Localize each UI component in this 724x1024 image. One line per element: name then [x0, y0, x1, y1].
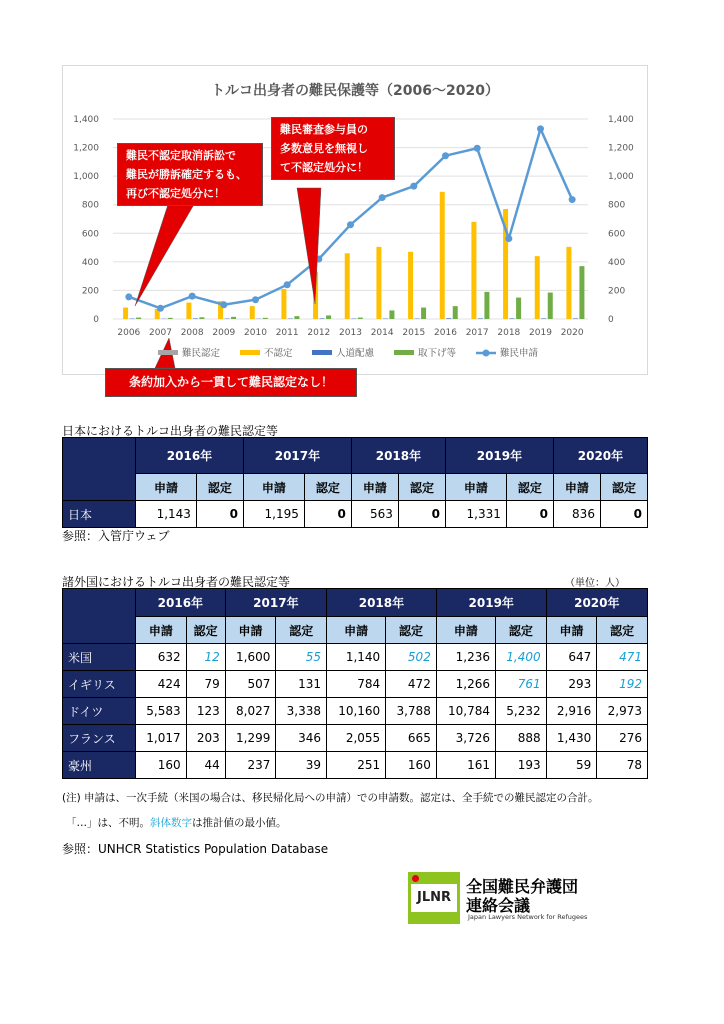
- table-cell: 8,027: [225, 698, 276, 725]
- unit-label: （単位：人）: [565, 578, 625, 589]
- y-tick-label-left: 600: [81, 229, 99, 240]
- note-estimate-text: は推計値の最小値。: [192, 817, 287, 829]
- bar-人道配慮: [446, 318, 451, 319]
- table-row: [63, 671, 648, 698]
- point-難民申請: [505, 235, 512, 242]
- point-難民申請: [474, 145, 481, 152]
- legend-swatch-難民認定: [158, 350, 178, 355]
- table-cell: 123: [186, 698, 225, 725]
- bar-不認定: [345, 253, 350, 319]
- table-corner: [63, 438, 136, 501]
- table-cell: 502: [386, 644, 437, 671]
- point-難民申請: [220, 301, 227, 308]
- bar-不認定: [535, 256, 540, 319]
- sub-header: 申請: [553, 474, 600, 501]
- bar-取下げ等: [579, 266, 584, 319]
- table-cell: 59: [546, 752, 597, 779]
- table-row: [63, 698, 648, 725]
- bar-取下げ等: [453, 306, 458, 319]
- sub-header: 認定: [386, 617, 437, 644]
- sub-header: 申請: [136, 474, 197, 501]
- point-難民申請: [442, 152, 449, 159]
- note-definitions: (注) 申請は、一次手続（米国の場合は、移民帰化局への申請）での申請数。認定は、全手続での難民認定の合計。: [62, 792, 599, 804]
- table-row: [63, 725, 648, 752]
- x-tick-label: 2014: [370, 328, 394, 338]
- point-難民申請: [157, 305, 164, 312]
- bar-取下げ等: [358, 318, 363, 319]
- y-tick-label-right: 400: [608, 257, 626, 268]
- table-cell: 5,232: [496, 698, 547, 725]
- jlnr-logo: [408, 872, 630, 924]
- table-row: [63, 752, 648, 779]
- legend-swatch-人道配慮: [312, 350, 332, 355]
- x-tick-label: 2013: [339, 328, 362, 338]
- callout-no-recognition: 条約加入から一貫して難民認定なし！: [105, 368, 357, 397]
- sub-header: 申請: [546, 617, 597, 644]
- callout-litigation: 難民不認定取消訴訟で 難民が勝訴確定するも、 再び不認定処分に！: [117, 143, 263, 206]
- legend-label-人道配慮: 人道配慮: [336, 348, 375, 359]
- bar-人道配慮: [320, 318, 325, 319]
- bar-取下げ等: [136, 318, 141, 319]
- bar-人道配慮: [510, 318, 515, 319]
- sub-header: 申請: [136, 617, 187, 644]
- table-cell: 5,583: [136, 698, 187, 725]
- year-header: 2018年: [327, 589, 437, 617]
- table-cell: 471: [597, 644, 648, 671]
- table-cell: 1,140: [327, 644, 386, 671]
- y-tick-label-right: 1,000: [608, 172, 634, 183]
- row-header: フランス: [63, 725, 136, 752]
- table-cell: 12: [186, 644, 225, 671]
- x-tick-label: 2020: [560, 328, 584, 338]
- japan-source: 参照：入管庁ウェブ: [62, 529, 170, 543]
- sub-header: 認定: [398, 474, 445, 501]
- x-tick-label: 2017: [465, 328, 489, 338]
- bar-取下げ等: [231, 317, 236, 319]
- sub-header: 申請: [243, 474, 304, 501]
- table-cell: 78: [597, 752, 648, 779]
- row-header: イギリス: [63, 671, 136, 698]
- logo-mark: [408, 872, 460, 924]
- sub-header: 認定: [186, 617, 225, 644]
- x-tick-label: 2015: [402, 328, 426, 338]
- sub-header: 認定: [276, 617, 327, 644]
- japan-table: [62, 437, 648, 528]
- sub-header: 申請: [225, 617, 276, 644]
- table-cell: 55: [276, 644, 327, 671]
- table-cell: 161: [436, 752, 495, 779]
- sub-header: 申請: [351, 474, 398, 501]
- bar-不認定: [408, 252, 413, 319]
- year-header: 2016年: [136, 589, 226, 617]
- x-tick-label: 2007: [149, 328, 172, 338]
- table-cell: 647: [546, 644, 597, 671]
- sub-header: 認定: [600, 474, 647, 501]
- table-cell: 44: [186, 752, 225, 779]
- table-cell: 1,400: [496, 644, 547, 671]
- bar-不認定: [250, 306, 255, 319]
- table-cell: 665: [386, 725, 437, 752]
- table-cell: 192: [597, 671, 648, 698]
- logo-abbr: JLNR: [411, 884, 457, 912]
- year-header: 2019年: [436, 589, 546, 617]
- table-cell: 1,600: [225, 644, 276, 671]
- logo-name-line1: 全国難民弁護団: [466, 877, 579, 896]
- x-tick-label: 2008: [180, 328, 204, 338]
- table-cell: 784: [327, 671, 386, 698]
- table-cell: 2,973: [597, 698, 648, 725]
- sub-header: 申請: [327, 617, 386, 644]
- note-italic-word: 斜体数字: [150, 817, 192, 829]
- year-header: 2020年: [546, 589, 647, 617]
- table-cell: 1,195: [243, 501, 304, 528]
- point-難民申請: [379, 194, 386, 201]
- table-cell: 0: [196, 501, 243, 528]
- row-header: 豪州: [63, 752, 136, 779]
- callout-litigation-pointer: [135, 189, 203, 306]
- bar-取下げ等: [548, 293, 553, 319]
- y-tick-label-right: 600: [608, 229, 626, 240]
- table-cell: 1,236: [436, 644, 495, 671]
- y-tick-label-left: 1,400: [73, 115, 99, 125]
- legend-label-取下げ等: 取下げ等: [418, 348, 457, 359]
- y-tick-label-left: 400: [81, 257, 99, 268]
- table-cell: 3,726: [436, 725, 495, 752]
- point-難民申請: [569, 196, 576, 203]
- bar-取下げ等: [421, 308, 426, 319]
- y-tick-label-left: 1,000: [73, 172, 99, 183]
- year-header: 2017年: [225, 589, 326, 617]
- bar-不認定: [186, 303, 191, 319]
- table-cell: 1,143: [136, 501, 197, 528]
- table-cell: 160: [386, 752, 437, 779]
- table-cell: 10,784: [436, 698, 495, 725]
- bar-不認定: [281, 289, 286, 319]
- y-tick-label-left: 200: [81, 286, 99, 297]
- point-難民申請: [347, 221, 354, 228]
- x-tick-label: 2011: [275, 328, 299, 338]
- table-cell: 79: [186, 671, 225, 698]
- sub-header: 認定: [304, 474, 351, 501]
- year-header: 2019年: [445, 438, 553, 474]
- bar-不認定: [376, 247, 381, 319]
- foreign-table-caption: 諸外国におけるトルコ出身者の難民認定等: [62, 575, 291, 589]
- x-tick-label: 2016: [434, 328, 457, 338]
- table-cell: 0: [506, 501, 553, 528]
- logo-english: Japan Lawyers Network for Refugees: [468, 913, 588, 921]
- bar-取下げ等: [326, 315, 331, 319]
- note-unknown: 「…」は、不明。: [66, 817, 150, 829]
- table-row: [63, 644, 648, 671]
- bar-取下げ等: [294, 316, 299, 319]
- point-難民申請: [537, 125, 544, 132]
- bar-人道配慮: [541, 318, 546, 319]
- table-cell: 1,331: [445, 501, 506, 528]
- bar-取下げ等: [199, 317, 204, 319]
- table-cell: 632: [136, 644, 187, 671]
- table-cell: 507: [225, 671, 276, 698]
- note-estimates: [66, 815, 287, 830]
- refugee-chart: [62, 65, 648, 375]
- point-難民申請: [252, 296, 259, 303]
- row-header: ドイツ: [63, 698, 136, 725]
- sub-header: 認定: [196, 474, 243, 501]
- table-cell: 276: [597, 725, 648, 752]
- x-tick-label: 2019: [529, 328, 552, 338]
- bar-不認定: [440, 192, 445, 319]
- table-cell: 2,055: [327, 725, 386, 752]
- table-cell: 0: [304, 501, 351, 528]
- bar-不認定: [471, 222, 476, 319]
- legend-swatch-取下げ等: [394, 350, 414, 355]
- logo-name-line2: 連絡会議: [466, 896, 531, 915]
- y-tick-label-left: 800: [81, 200, 99, 211]
- sub-header: 認定: [506, 474, 553, 501]
- bar-不認定: [123, 308, 128, 319]
- chart-title: トルコ出身者の難民保護等（2006〜2020）: [211, 83, 499, 99]
- table-cell: 1,299: [225, 725, 276, 752]
- year-header: 2018年: [351, 438, 445, 474]
- y-tick-label-right: 800: [608, 200, 626, 211]
- table-cell: 0: [398, 501, 445, 528]
- y-tick-label-right: 200: [608, 286, 626, 297]
- chart-canvas: [63, 66, 647, 374]
- bar-取下げ等: [516, 298, 521, 319]
- y-tick-label-right: 1,400: [608, 115, 634, 125]
- table-cell: 563: [351, 501, 398, 528]
- table-cell: 3,788: [386, 698, 437, 725]
- bar-人道配慮: [193, 318, 198, 319]
- table-cell: 1,430: [546, 725, 597, 752]
- table-cell: 888: [496, 725, 547, 752]
- year-header: 2016年: [136, 438, 244, 474]
- table-cell: 0: [600, 501, 647, 528]
- table-row: [63, 501, 648, 528]
- point-難民申請: [410, 183, 417, 190]
- row-header: 日本: [63, 501, 136, 528]
- table-cell: 1,017: [136, 725, 187, 752]
- table-cell: 237: [225, 752, 276, 779]
- table-cell: 836: [553, 501, 600, 528]
- table-cell: 10,160: [327, 698, 386, 725]
- table-cell: 293: [546, 671, 597, 698]
- x-tick-label: 2006: [117, 328, 141, 338]
- table-cell: 203: [186, 725, 225, 752]
- x-tick-label: 2009: [212, 328, 236, 338]
- table-cell: 2,916: [546, 698, 597, 725]
- x-tick-label: 2012: [307, 328, 331, 338]
- legend-marker-難民申請: [483, 350, 490, 357]
- table-cell: 472: [386, 671, 437, 698]
- bar-人道配慮: [478, 318, 483, 319]
- legend-label-難民申請: 難民申請: [500, 348, 539, 359]
- y-tick-label-left: 0: [93, 315, 99, 325]
- table-cell: 160: [136, 752, 187, 779]
- table-cell: 346: [276, 725, 327, 752]
- legend-label-難民認定: 難民認定: [182, 348, 221, 359]
- year-header: 2017年: [243, 438, 351, 474]
- x-tick-label: 2018: [497, 328, 521, 338]
- legend-swatch-不認定: [240, 350, 260, 355]
- bar-人道配慮: [573, 318, 578, 319]
- foreign-source: 参照：UNHCR Statistics Population Database: [62, 842, 329, 856]
- foreign-table: [62, 588, 648, 779]
- bar-取下げ等: [263, 318, 268, 319]
- row-header: 米国: [63, 644, 136, 671]
- table-cell: 251: [327, 752, 386, 779]
- y-tick-label-left: 1,200: [73, 143, 99, 154]
- sub-header: 申請: [436, 617, 495, 644]
- x-tick-label: 2010: [244, 328, 267, 338]
- table-corner: [63, 589, 136, 644]
- legend-label-不認定: 不認定: [264, 348, 293, 359]
- bar-取下げ等: [389, 310, 394, 319]
- table-cell: 1,266: [436, 671, 495, 698]
- sub-header: 認定: [496, 617, 547, 644]
- logo-red-dot: [412, 875, 419, 882]
- table-cell: 761: [496, 671, 547, 698]
- y-tick-label-right: 1,200: [608, 143, 634, 154]
- sub-header: 認定: [597, 617, 648, 644]
- table-cell: 3,338: [276, 698, 327, 725]
- callout-counselor: 難民審査参与員の 多数意見を無視し て不認定処分に！: [271, 117, 395, 180]
- table-cell: 424: [136, 671, 187, 698]
- japan-table-caption: 日本におけるトルコ出身者の難民認定等: [62, 424, 279, 438]
- table-cell: 193: [496, 752, 547, 779]
- point-難民申請: [125, 293, 132, 300]
- point-難民申請: [189, 293, 196, 300]
- table-cell: 131: [276, 671, 327, 698]
- point-難民申請: [284, 281, 291, 288]
- bar-取下げ等: [168, 318, 173, 319]
- bar-不認定: [566, 247, 571, 319]
- table-cell: 39: [276, 752, 327, 779]
- sub-header: 申請: [445, 474, 506, 501]
- y-tick-label-right: 0: [608, 315, 614, 325]
- year-header: 2020年: [553, 438, 647, 474]
- bar-取下げ等: [484, 292, 489, 319]
